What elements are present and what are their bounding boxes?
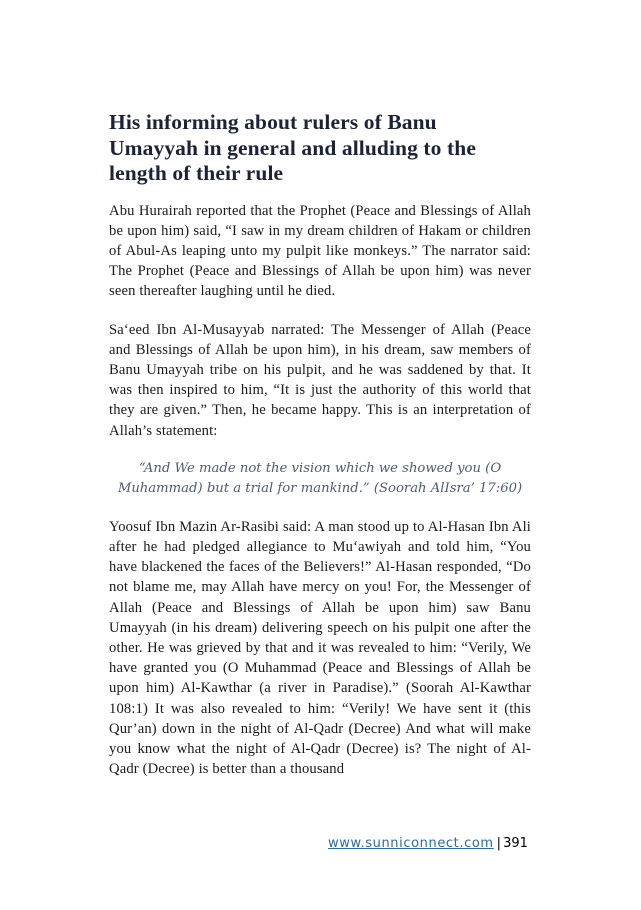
website-link[interactable]: www.sunniconnect.com — [328, 836, 494, 851]
quran-quote: “And We made not the vision which we showed you (O Muhammad) but a trial for mankind.” (Soorah AlIsra’ 17:60) — [117, 460, 523, 496]
page-footer — [328, 836, 528, 851]
page-number: 391 — [503, 836, 528, 851]
page-content — [109, 110, 531, 797]
section-title: His informing about rulers of Banu Umayyah in general and alluding to the length of their rule — [109, 110, 476, 185]
footer-separator: | — [496, 836, 502, 851]
paragraph-yoosuf-ibn-mazin: Yoosuf Ibn Mazin Ar-Rasibi said: A man stood up to Al-Hasan Ibn Ali after he had pledged allegiance to Mu‘awiyah and told him, “You have blackened the faces of the Believers!” Al-Hasan responded, “Do not blame me, may Allah have mercy on you! For, the Messenger of Allah (Peace and Blessings of Allah be upon him) saw Banu Umayyah (in his dream) delivering speech on his pulpit one after the other. He was grieved by that and it was revealed to him: “Verily, We have granted you (O Muhammad (Peace and Blessings of Allah be upon him) Al-Kawthar (a river in Paradise).” (Soorah Al-Kawthar 108:1) It was also revealed to him: “Verily! We have sent it (this Qur’an) down in the night of Al-Qadr (Decree) And what will make you know what the night of Al-Qadr (Decree) is? The night of Al-Qadr (Decree) is better than a thousand — [109, 518, 531, 778]
paragraph-abu-hurairah: Abu Hurairah reported that the Prophet (Peace and Blessings of Allah be upon him) said, “I saw in my dream children of Hakam or children of Abul-As leaping unto my pulpit like monkeys.” The narrator said: The Prophet (Peace and Blessings of Allah be upon him) was never seen thereafter laughing until he died. — [109, 202, 531, 300]
paragraph-saeed-ibn-al-musayyab: Sa‘eed Ibn Al-Musayyab narrated: The Messenger of Allah (Peace and Blessings of Allah be upon him), in his dream, saw members of Banu Umayyah tribe on his pulpit, and he was saddened by that. It was then inspired to him, “It is just the authority of this world that they are given.” Then, he became happy. This is an interpretation of Allah’s statement: — [109, 321, 531, 439]
